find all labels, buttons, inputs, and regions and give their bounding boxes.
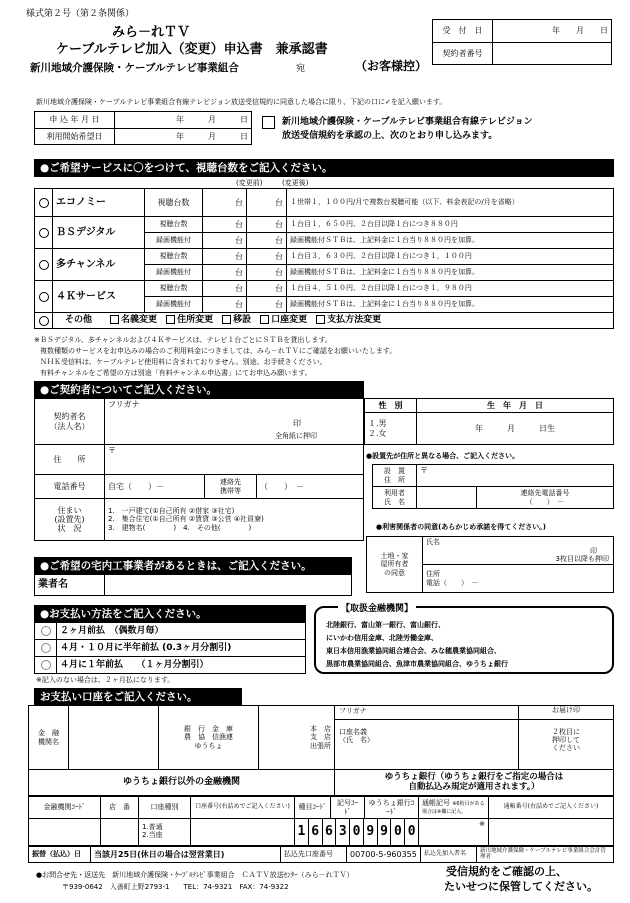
user-name-label: 利用者 氏 名 bbox=[373, 487, 417, 509]
yucho-codes bbox=[295, 819, 419, 846]
form-number: 様式第２号（第２条関係） bbox=[26, 9, 135, 19]
install-addr-label: 設 置 住 所 bbox=[373, 465, 417, 487]
contact-phone[interactable]: （ ） － bbox=[257, 475, 364, 499]
select-circle[interactable] bbox=[39, 228, 49, 238]
watch-label: 視聴台数 bbox=[145, 281, 203, 297]
consent-checkbox[interactable] bbox=[262, 116, 275, 129]
payee: 新川地域介護保険・ケーブルテレビ事業組合会計管理者 bbox=[477, 847, 614, 863]
user-name-field[interactable] bbox=[417, 487, 477, 509]
select-circle[interactable] bbox=[39, 316, 49, 326]
birth-field[interactable]: 年 月 日生 bbox=[417, 413, 614, 445]
services-table: エコノミー 視聴台数 台 台 １世帯１，１００円/月で複数台視聴可能（以下、料金表記の/月を省略） ＢＳデジタル 視聴台数 台 台 １台目１，６５０円、２台目以降１台につき８８０円 録画機能付 台 台 録画機能付ＳＴＢは、上記料金に１台当り８８０円を加算。 多チャンネル 視聴台数 台 台 １台目３，６３０円、２台目以降１台につき１，１００円 録画機能付 台 台 録画機能付ＳＴＢは、上記料金に１台当り８８０円を加算。 ４Ｋサービス 視聴台数 台 台 １台目４，５１０円、２台目以降１台につき１，９８０円 録画機能付 台 台 録画機能付ＳＴＢは、上記料金に１台当り８８０円を加算。 その他 名義変更 住所変更 移設 口座変更 支払方法変更 bbox=[34, 188, 614, 329]
opt-checkbox[interactable] bbox=[260, 315, 269, 324]
unit[interactable]: 台 bbox=[203, 189, 247, 217]
pay-circle[interactable] bbox=[41, 660, 51, 670]
col-header: 口座種別 bbox=[139, 797, 191, 819]
transfer-label: 振替（払込）日 bbox=[29, 847, 91, 863]
other-label: その他 bbox=[65, 315, 93, 326]
payment-bar: ●お支払い方法をご記入ください。 bbox=[34, 605, 306, 623]
home-phone[interactable]: 自宅（ ）－ bbox=[105, 475, 205, 499]
holder-cell[interactable]: フリガナ 口座名義 （氏 名） bbox=[335, 706, 519, 770]
digit: 9 bbox=[364, 819, 378, 845]
code-table: 金融機関ｺｰﾄﾞ 店 番 口座種別 口座番号(右詰めでご記入ください) 種目ｺｰﾄﾞ 記号ｺｰﾄﾞ ゆうちょ銀行ｺｰﾄﾞ 通帳記号 ※6桁目がある場合は※欄に記入。 通帳番号(右詰めでご記入ください) 1.普通 2.当座 1 6 6 3 0 9 9 0 0 ※ bbox=[28, 796, 614, 846]
service-name: 多チャンネル bbox=[53, 249, 145, 281]
branch-no-field[interactable] bbox=[101, 819, 139, 846]
rec-label: 録画機能付 bbox=[145, 233, 203, 249]
yucho-label: ゆうちょ銀行（ゆうちょ銀行をご指定の場合は 自動払込み規定が適用されます。） bbox=[335, 770, 614, 796]
contractor-field[interactable] bbox=[105, 575, 352, 596]
install-addr-field[interactable]: 〒 bbox=[417, 465, 614, 487]
gender-birth-table bbox=[364, 398, 614, 445]
transfer-table bbox=[28, 846, 614, 863]
stake-addr-field[interactable]: 住所 電話（ ） － bbox=[423, 565, 614, 593]
service-desc: １台目３，６３０円、２台目以降１台につき１，１００円 bbox=[287, 249, 614, 265]
branch-types: 本 店 支 店 出張所 bbox=[259, 706, 335, 770]
passbook-mark-field[interactable]: ※ bbox=[419, 819, 489, 846]
col-header: 種目ｺｰﾄﾞ bbox=[295, 797, 331, 819]
user-contact[interactable]: 連絡先電話番号 （ ） － bbox=[477, 487, 614, 509]
dest-no: 00700-5-960355 bbox=[347, 847, 421, 863]
brand-title: みら－れＴＶ bbox=[112, 25, 191, 40]
opt-checkbox[interactable] bbox=[110, 315, 119, 324]
date-table bbox=[34, 111, 252, 145]
transfer-day: 当該月25日(休日の場合は翌営業日) bbox=[91, 847, 281, 863]
unit[interactable]: 台 bbox=[247, 233, 287, 249]
pay-option: ２ヶ月前払 （偶数月毎） bbox=[57, 623, 306, 640]
unit[interactable]: 台 bbox=[203, 217, 247, 233]
phone-label: 電話番号 bbox=[35, 475, 105, 499]
install-table bbox=[372, 464, 614, 509]
stake-name-field[interactable]: 氏名 印 3枚目以降も押印 bbox=[423, 537, 614, 565]
install-note: ●設置先が住所と異なる場合、ご記入ください。 bbox=[366, 452, 520, 460]
received-date-label: 受 付 日 bbox=[433, 20, 493, 43]
select-circle[interactable] bbox=[39, 260, 49, 270]
closing-line2: たいせつに保管してください。 bbox=[444, 880, 598, 893]
col-header: 口座番号(右詰めでご記入ください) bbox=[191, 797, 295, 819]
footer-contact: ●お問合せ先・返送先 新川地域介護保険・ｹｰﾌﾞﾙﾃﾚﾋﾞ事業組合 ＣＡＴＶ放送ｾﾝﾀｰ（みら－れＴＶ） bbox=[36, 871, 354, 879]
unit[interactable]: 台 bbox=[247, 217, 287, 233]
unit[interactable]: 台 bbox=[247, 189, 287, 217]
consent-line1: 新川地域介護保険・ケーブルテレビ事業組合有線テレビジョン bbox=[282, 117, 533, 127]
service-desc: １台目４，５１０円、２台目以降１台につき１，９８０円 bbox=[287, 281, 614, 297]
addressee: 宛 bbox=[296, 64, 306, 74]
payee-label: 払込先加入者名 bbox=[421, 847, 477, 863]
note: 複数種類のサービスをお申込みの場合のご利用料金につきましては、みら－れＴＶにご確認をお願いいたします。 bbox=[40, 347, 397, 355]
housing-label: 住まい (設置先) 状 況 bbox=[35, 499, 105, 541]
address-field[interactable]: 〒 bbox=[105, 445, 364, 475]
opt-checkbox[interactable] bbox=[166, 315, 175, 324]
unit[interactable]: 台 bbox=[247, 281, 287, 297]
org-name: 新川地域介護保険・ケーブルテレビ事業組合 bbox=[30, 62, 239, 74]
contractor-label: 業者名 bbox=[35, 575, 105, 596]
col-header: 店 番 bbox=[101, 797, 139, 819]
service-desc: １世帯１，１００円/月で複数台視聴可能（以下、料金表記の/月を省略） bbox=[287, 189, 614, 217]
note: 有料チャンネルをご希望の方は別途「有料チャンネル申込書」にてお申込み願います。 bbox=[40, 369, 312, 377]
contract-no[interactable] bbox=[493, 43, 612, 65]
after-label: (変更後) bbox=[282, 179, 309, 187]
pay-circle[interactable] bbox=[41, 643, 51, 653]
digit: 0 bbox=[350, 819, 364, 845]
contractor-table bbox=[34, 574, 352, 596]
acct-type[interactable]: 1.普通 2.当座 bbox=[139, 819, 191, 846]
account-bar: お支払い口座をご記入ください。 bbox=[34, 688, 242, 706]
pay-option: ４月に１年前払 （１ヶ月分割引） bbox=[57, 657, 306, 674]
contract-name-field[interactable]: フリガナ 印 全角紙に押印 bbox=[105, 399, 364, 445]
select-circle[interactable] bbox=[39, 198, 49, 208]
pay-option: ４月・１０月に半年前払 (0.3ヶ月分割引) bbox=[57, 640, 306, 657]
form-title: ケーブルテレビ加入（変更）申込書 兼承認書 bbox=[56, 42, 328, 57]
rec-label: 録画機能付 bbox=[145, 265, 203, 281]
housing-options[interactable]: 1. 一戸建て(①自己所有 ②借家 ③社宅) 2. 集合住宅(①自己所有 ②賃貸 ③公営 ④社員寮) 3. 建物名( ) 4. その他( ) bbox=[105, 499, 364, 541]
watch-label: 視聴台数 bbox=[145, 217, 203, 233]
service-name: ４Ｋサービス bbox=[53, 281, 145, 313]
digit: 3 bbox=[336, 819, 350, 845]
received-date[interactable]: 年 月 日 bbox=[493, 20, 612, 43]
col-header: ゆうちょ銀行ｺｰﾄﾞ bbox=[365, 797, 419, 819]
consent-line2: 放送受信規約を承認の上、次のとおり申し込みます。 bbox=[282, 131, 498, 141]
stake-label: 土地・家 屋所有者 の同意 bbox=[367, 537, 423, 593]
start-date[interactable]: 年 月 日 bbox=[115, 128, 252, 145]
contract-table bbox=[34, 398, 364, 541]
inst-types: 銀 行 金 庫 農 協 信漁連 ゆうちょ bbox=[159, 706, 259, 770]
gender-label: 性 別 bbox=[365, 399, 417, 413]
office-box bbox=[432, 19, 612, 65]
footer-address: 〒939-0642 入善町上野2793-1 TEL：74-9321 FAX：74-9322 bbox=[62, 883, 289, 891]
intro-text: 新川地域介護保険・ケーブルテレビ事業組合有線テレビジョン放送受信規約に同意した場合に限り、下記の口に✓を記入願います。 bbox=[36, 98, 447, 106]
payment-table bbox=[34, 622, 306, 674]
digit: 0 bbox=[391, 819, 405, 845]
service-name: エコノミー bbox=[53, 189, 145, 217]
dest-label: 払込先口座番号 bbox=[281, 847, 347, 863]
bank-code-field[interactable] bbox=[29, 819, 101, 846]
non-yucho-label: ゆうちょ銀行以外の金融機関 bbox=[29, 770, 335, 796]
note: ＮＨＫ受信料は、ケーブルテレビ使用料に含まれておりません。別途、お手続きください。 bbox=[40, 358, 327, 366]
watch-label: 視聴台数 bbox=[145, 189, 203, 217]
col-header: 記号ｺｰﾄﾞ bbox=[331, 797, 365, 819]
acct-no-field[interactable] bbox=[191, 819, 295, 846]
account-table bbox=[28, 705, 614, 796]
contractor-bar: ●ご希望の宅内工事業者があるときは、ご記入ください。 bbox=[34, 557, 352, 575]
unit[interactable]: 台 bbox=[247, 265, 287, 281]
passbook-no-field[interactable] bbox=[489, 819, 614, 846]
bank-title: 【取扱金融機関】 bbox=[338, 604, 416, 614]
closing-line1: 受信規約をご確認の上、 bbox=[446, 865, 567, 878]
digit: 1 bbox=[295, 819, 309, 845]
inst-label: 金 融 機関名 bbox=[29, 706, 69, 770]
apply-date[interactable]: 年 月 日 bbox=[115, 112, 252, 129]
contact-label: 連絡先 携帯等 bbox=[205, 475, 257, 499]
note: ※ＢＳデジタル、多チャンネルおよび４Ｋサービスは、テレビ１台ごとにＳＴＢを貸出します。 bbox=[34, 336, 332, 344]
service-desc: １台目１，６５０円、２台目以降１台につき８８０円 bbox=[287, 217, 614, 233]
contract-no-label: 契約者番号 bbox=[433, 43, 493, 65]
birth-label: 生 年 月 日 bbox=[417, 399, 614, 413]
before-label: (変更前) bbox=[236, 179, 263, 187]
seal-cell[interactable]: お届け印 ２枚目に 押印して ください bbox=[519, 706, 614, 770]
digit: 0 bbox=[407, 824, 416, 839]
stake-table bbox=[366, 536, 614, 593]
digit: 6 bbox=[323, 819, 337, 845]
unit[interactable]: 台 bbox=[247, 249, 287, 265]
col-header: 金融機関ｺｰﾄﾞ bbox=[29, 797, 101, 819]
service-name: ＢＳデジタル bbox=[53, 217, 145, 249]
service-desc: 録画機能付ＳＴＢは、上記料金に１台当り８８０円を加算。 bbox=[287, 265, 614, 281]
unit[interactable]: 台 bbox=[247, 297, 287, 313]
service-desc: 録画機能付ＳＴＢは、上記料金に１台当り８８０円を加算。 bbox=[287, 233, 614, 249]
payment-note: ※記入のない場合は、２ヶ月払になります。 bbox=[36, 676, 175, 684]
stake-note: ●利害関係者の同意(あらかじめ承諾を得てください。) bbox=[376, 523, 547, 531]
unit[interactable]: 台 bbox=[203, 233, 247, 249]
opt-checkbox[interactable] bbox=[222, 315, 231, 324]
unit[interactable]: 台 bbox=[203, 265, 247, 281]
address-label: 住 所 bbox=[35, 445, 105, 475]
start-date-label: 利用開始希望日 bbox=[35, 128, 115, 145]
opt-checkbox[interactable] bbox=[316, 315, 325, 324]
digit: 9 bbox=[378, 819, 392, 845]
unit[interactable]: 台 bbox=[203, 297, 247, 313]
rec-label: 録画機能付 bbox=[145, 297, 203, 313]
digit: 6 bbox=[309, 819, 323, 845]
bank-list: 北陸銀行、富山第一銀行、富山銀行、 にいかわ信用金庫、北陸労働金庫、 東日本信用漁業協同組合連合会、みな穂農業協同組合、 黒部市農業協同組合、魚津市農業協同組合、ゆうちょ銀行 bbox=[326, 621, 508, 668]
col-header: 通帳記号 bbox=[422, 798, 450, 807]
contract-bar: ●ご契約者についてご記入ください。 bbox=[34, 381, 364, 399]
service-desc: 録画機能付ＳＴＢは、上記料金に１台当り８８０円を加算。 bbox=[287, 297, 614, 313]
contract-name-label: 契約者名 （法人名） bbox=[35, 399, 105, 445]
pay-circle[interactable] bbox=[41, 626, 51, 636]
customer-copy: （お客様控） bbox=[355, 59, 428, 73]
col-header: 通帳番号(右詰めでご記入ください) bbox=[489, 797, 614, 819]
watch-label: 視聴台数 bbox=[145, 249, 203, 265]
unit[interactable]: 台 bbox=[203, 281, 247, 297]
unit[interactable]: 台 bbox=[203, 249, 247, 265]
gender-options[interactable]: １.男 ２.女 bbox=[365, 413, 417, 445]
services-bar: ●ご希望サービスに〇をつけて、視聴台数をご記入ください。 bbox=[34, 159, 614, 177]
apply-date-label: 申 込 年 月 日 bbox=[35, 112, 115, 129]
inst-name-field[interactable] bbox=[69, 706, 159, 770]
select-circle[interactable] bbox=[39, 292, 49, 302]
